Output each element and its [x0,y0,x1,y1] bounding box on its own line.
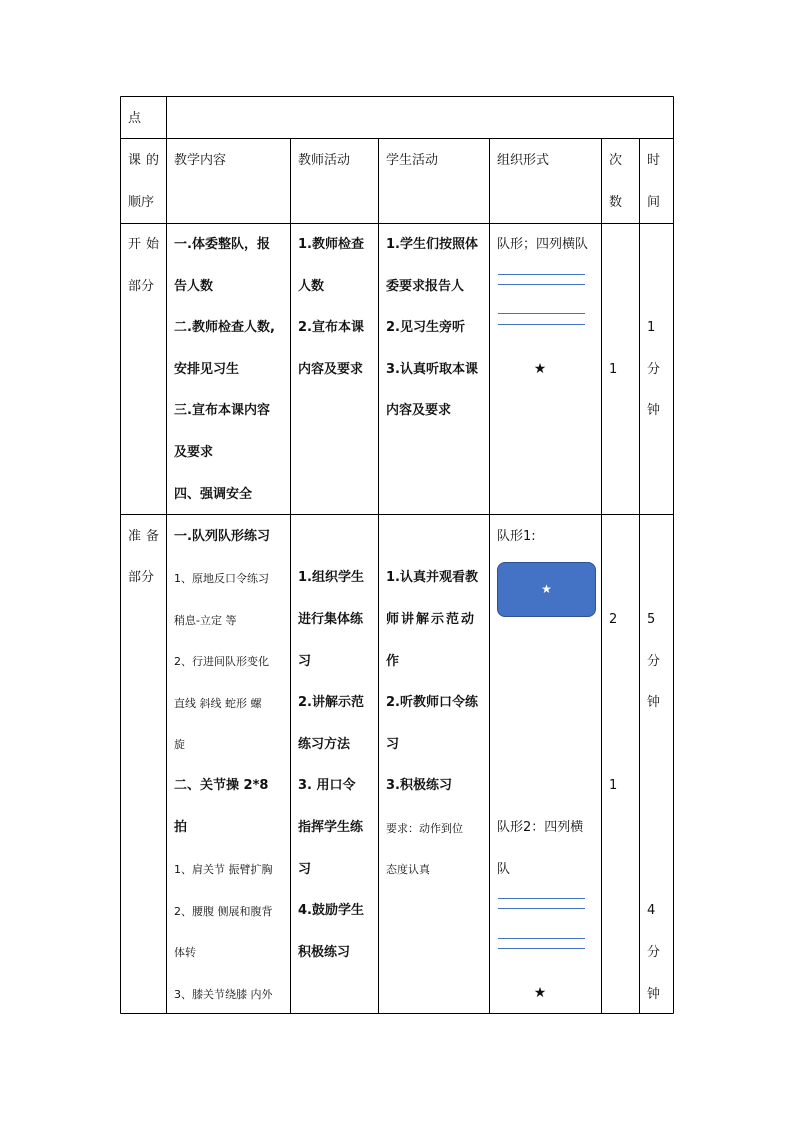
header-order-line2: 顺序 [128,195,155,210]
header-count-line2: 数 [609,195,623,210]
start-teacher-line: 人数 [298,279,325,294]
prep-part-label-line2: 部分 [128,570,155,585]
start-time: 钟 [647,403,661,418]
header-order-text: 课的 [128,153,165,168]
prep-student-line: 要求：动作到位 [386,822,463,835]
start-content-line: 一.体委整队，报 [174,237,270,252]
prep-content-line: 1、原地反口令练习 [174,572,269,585]
header-content: 教学内容 [174,153,227,168]
start-content-line: 三.宣布本课内容 [174,403,270,418]
start-student-line: 2.见习生旁听 [386,320,465,335]
prep-content-line: 旋 [174,738,185,751]
start-time: 分 [647,362,661,377]
formation-line [498,948,585,949]
formation-line [498,313,585,314]
prep-student-line: 3.积极练习 [386,778,452,793]
prep-content-line: 体转 [174,946,196,959]
start-content-line: 安排见习生 [174,362,240,377]
header-teacher: 教师活动 [298,153,351,168]
prep-teacher-line: 2.讲解示范 [298,695,364,710]
prep-teacher-line: 习 [298,862,312,877]
prep-teacher-line: 习 [298,654,312,669]
start-content-line: 及要求 [174,445,214,460]
prep-teacher-line: 进行集体练 [298,612,364,627]
formation-line [498,898,585,899]
formation-line [498,908,585,909]
start-student-line: 委要求报告人 [386,279,465,294]
prep-count: 2 [609,612,618,627]
prep-student-line: 1.认真并观看教 [386,570,478,585]
start-time: 1 [647,320,656,335]
start-content-line: 告人数 [174,279,214,294]
prep-teacher-line: 4.鼓励学生 [298,903,364,918]
start-content-line: 四、强调安全 [174,487,253,502]
start-teacher-line: 1.教师检查 [298,237,364,252]
prep-content-line: 一.队列队形练习 [174,529,270,544]
prep-student-line: 作 [386,654,400,669]
prep-teacher-line: 3. 用口令 [298,778,356,793]
teacher-star-icon: ★ [533,361,547,377]
start-content-line: 二.教师检查人数, [174,320,275,335]
prep-form2-title-line1: 队形2：四列横 [497,820,584,835]
formation-box [497,562,596,617]
start-count: 1 [609,362,618,377]
formation-line [498,284,585,285]
teacher-star-icon: ★ [533,985,547,1001]
start-student-line: 1.学生们按照体 [386,237,478,252]
header-order-line1 [128,153,165,169]
header-time-line1: 时 [647,153,661,168]
prep-teacher-line: 积极练习 [298,945,351,960]
prep-time: 分 [647,654,661,669]
formation-line [498,324,585,325]
prep-teacher-line: 练习方法 [298,737,351,752]
prep-teacher-line: 1.组织学生 [298,570,364,585]
formation-line [498,274,585,275]
header-form: 组织形式 [497,153,550,168]
prep-time: 分 [647,945,661,960]
prep-part-label-line1: 准备 [128,529,165,544]
start-part-label-line2: 部分 [128,279,155,294]
prep-form2-title-line2: 队 [497,862,511,877]
header-student: 学生活动 [386,153,439,168]
prep-content-line: 二、关节操 2*8 [174,778,269,793]
start-form-title: 队形；四列横队 [497,237,589,252]
top-row-label: 点 [128,111,142,126]
prep-form1-title: 队形1: [497,529,536,544]
prep-student-line: 师讲解示范动 [386,612,477,627]
header-count-line1: 次 [609,153,623,168]
start-teacher-line: 内容及要求 [298,362,364,377]
formation-box-star-icon: ★ [541,582,552,596]
prep-content-line: 拍 [174,820,188,835]
prep-time: 5 [647,612,656,627]
start-student-line: 内容及要求 [386,403,452,418]
prep-content-line: 3、膝关节绕膝 内外 [174,988,273,1001]
prep-time: 钟 [647,695,661,710]
prep-content-line: 直线 斜线 蛇形 螺 [174,697,262,710]
prep-teacher-line: 指挥学生练 [298,820,364,835]
start-student-line: 3.认真听取本课 [386,362,478,377]
header-time-line2: 间 [647,195,661,210]
prep-content-line: 稍息-立定 等 [174,614,237,627]
formation-line [498,938,585,939]
prep-content-line: 2、行进间队形变化 [174,655,269,668]
prep-student-line: 态度认真 [386,863,430,876]
start-teacher-line: 2.宣布本课 [298,320,364,335]
prep-content-line: 2、腰腹 侧展和腹背 [174,905,273,918]
prep-time: 4 [647,903,656,918]
prep-time: 钟 [647,987,661,1002]
prep-student-line: 习 [386,737,400,752]
start-part-label-line1: 开始 [128,237,165,252]
prep-content-line: 1、肩关节 振臂扩胸 [174,863,273,876]
prep-student-line: 2.听教师口令练 [386,695,478,710]
prep-count: 1 [609,778,618,793]
